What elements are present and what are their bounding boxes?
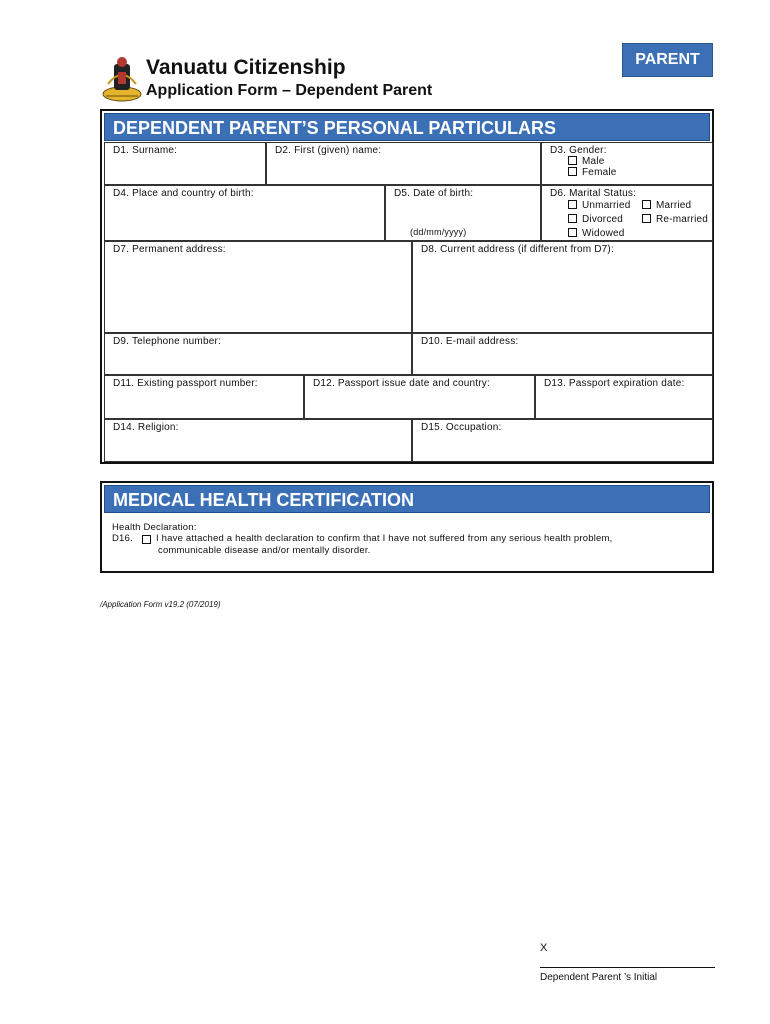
marital-option-divorced[interactable]: Divorced (568, 214, 623, 225)
first-name-field[interactable] (266, 142, 541, 185)
checkbox-icon[interactable] (568, 200, 577, 209)
personal-particulars-heading: DEPENDENT PARENT’S PERSONAL PARTICULARS (104, 113, 710, 141)
gender-label: D3. Gender: (550, 145, 607, 156)
d16-label: D16. (112, 533, 133, 544)
religion-label: D14. Religion: (113, 422, 179, 433)
religion-field[interactable] (104, 419, 412, 462)
passport-expiration-field[interactable] (535, 375, 713, 419)
date-format-hint: (dd/mm/yyyy) (410, 227, 467, 237)
document-title: Vanuatu Citizenship (146, 56, 346, 79)
first-name-label: D2. First (given) name: (275, 145, 382, 156)
marital-option-remarried[interactable]: Re-married (642, 214, 708, 225)
permanent-address-field[interactable] (104, 241, 412, 333)
surname-label: D1. Surname: (113, 145, 178, 156)
passport-expiration-label: D13. Passport expiration date: (544, 378, 685, 389)
checkbox-icon[interactable] (568, 214, 577, 223)
medical-certification-section (100, 481, 714, 573)
health-declaration-label: Health Declaration: (112, 522, 197, 533)
email-field[interactable] (412, 333, 713, 375)
checkbox-icon[interactable] (568, 156, 577, 165)
personal-particulars-section (100, 109, 714, 464)
telephone-field[interactable] (104, 333, 412, 375)
gender-option-female[interactable]: Female (550, 167, 704, 178)
permanent-address-label: D7. Permanent address: (113, 244, 226, 255)
place-of-birth-label: D4. Place and country of birth: (113, 188, 254, 199)
vanuatu-coat-of-arms-logo (100, 54, 144, 104)
telephone-label: D9. Telephone number: (113, 336, 221, 347)
marital-option-married[interactable]: Married (642, 200, 691, 211)
marital-status-field (541, 185, 713, 241)
current-address-label: D8. Current address (if different from D7): (421, 244, 614, 255)
marital-option-widowed[interactable]: Widowed (568, 228, 625, 239)
gender-option-male[interactable]: Male (550, 156, 704, 167)
passport-number-field[interactable] (104, 375, 304, 419)
passport-number-label: D11. Existing passport number: (113, 378, 258, 389)
medical-certification-heading: MEDICAL HEALTH CERTIFICATION (104, 485, 710, 513)
document-subtitle: Application Form – Dependent Parent (146, 82, 433, 99)
checkbox-icon[interactable] (568, 228, 577, 237)
signature-label: Dependent Parent ’s Initial (540, 972, 658, 983)
checkbox-icon[interactable] (568, 167, 577, 176)
occupation-label: D15. Occupation: (421, 422, 502, 433)
d16-text-line2: communicable disease and/or mentally disorder. (158, 545, 371, 556)
email-label: D10. E-mail address: (421, 336, 519, 347)
marital-status-label: D6. Marital Status: (550, 188, 637, 199)
d16-text-line1: I have attached a health declaration to confirm that I have not suffered from any serious health problem, (156, 533, 613, 544)
signature-line[interactable] (540, 967, 715, 968)
parent-badge: PARENT (623, 44, 712, 76)
checkbox-icon[interactable] (642, 200, 651, 209)
d16-row (112, 533, 705, 544)
health-declaration-checkbox[interactable] (142, 535, 151, 544)
health-declaration-block (104, 514, 713, 571)
gender-field (541, 142, 713, 185)
passport-issue-label: D12. Passport issue date and country: (313, 378, 490, 389)
signature-x-mark: X (540, 942, 548, 954)
date-of-birth-label: D5. Date of birth: (394, 188, 474, 199)
date-of-birth-field[interactable] (385, 185, 541, 241)
occupation-field[interactable] (412, 419, 713, 462)
passport-issue-field[interactable] (304, 375, 535, 419)
form-version-note: /Application Form v19.2 (07/2019) (100, 600, 221, 609)
place-of-birth-field[interactable] (104, 185, 385, 241)
marital-option-unmarried[interactable]: Unmarried (568, 200, 630, 211)
current-address-field[interactable] (412, 241, 713, 333)
checkbox-icon[interactable] (642, 214, 651, 223)
surname-field[interactable] (104, 142, 266, 185)
